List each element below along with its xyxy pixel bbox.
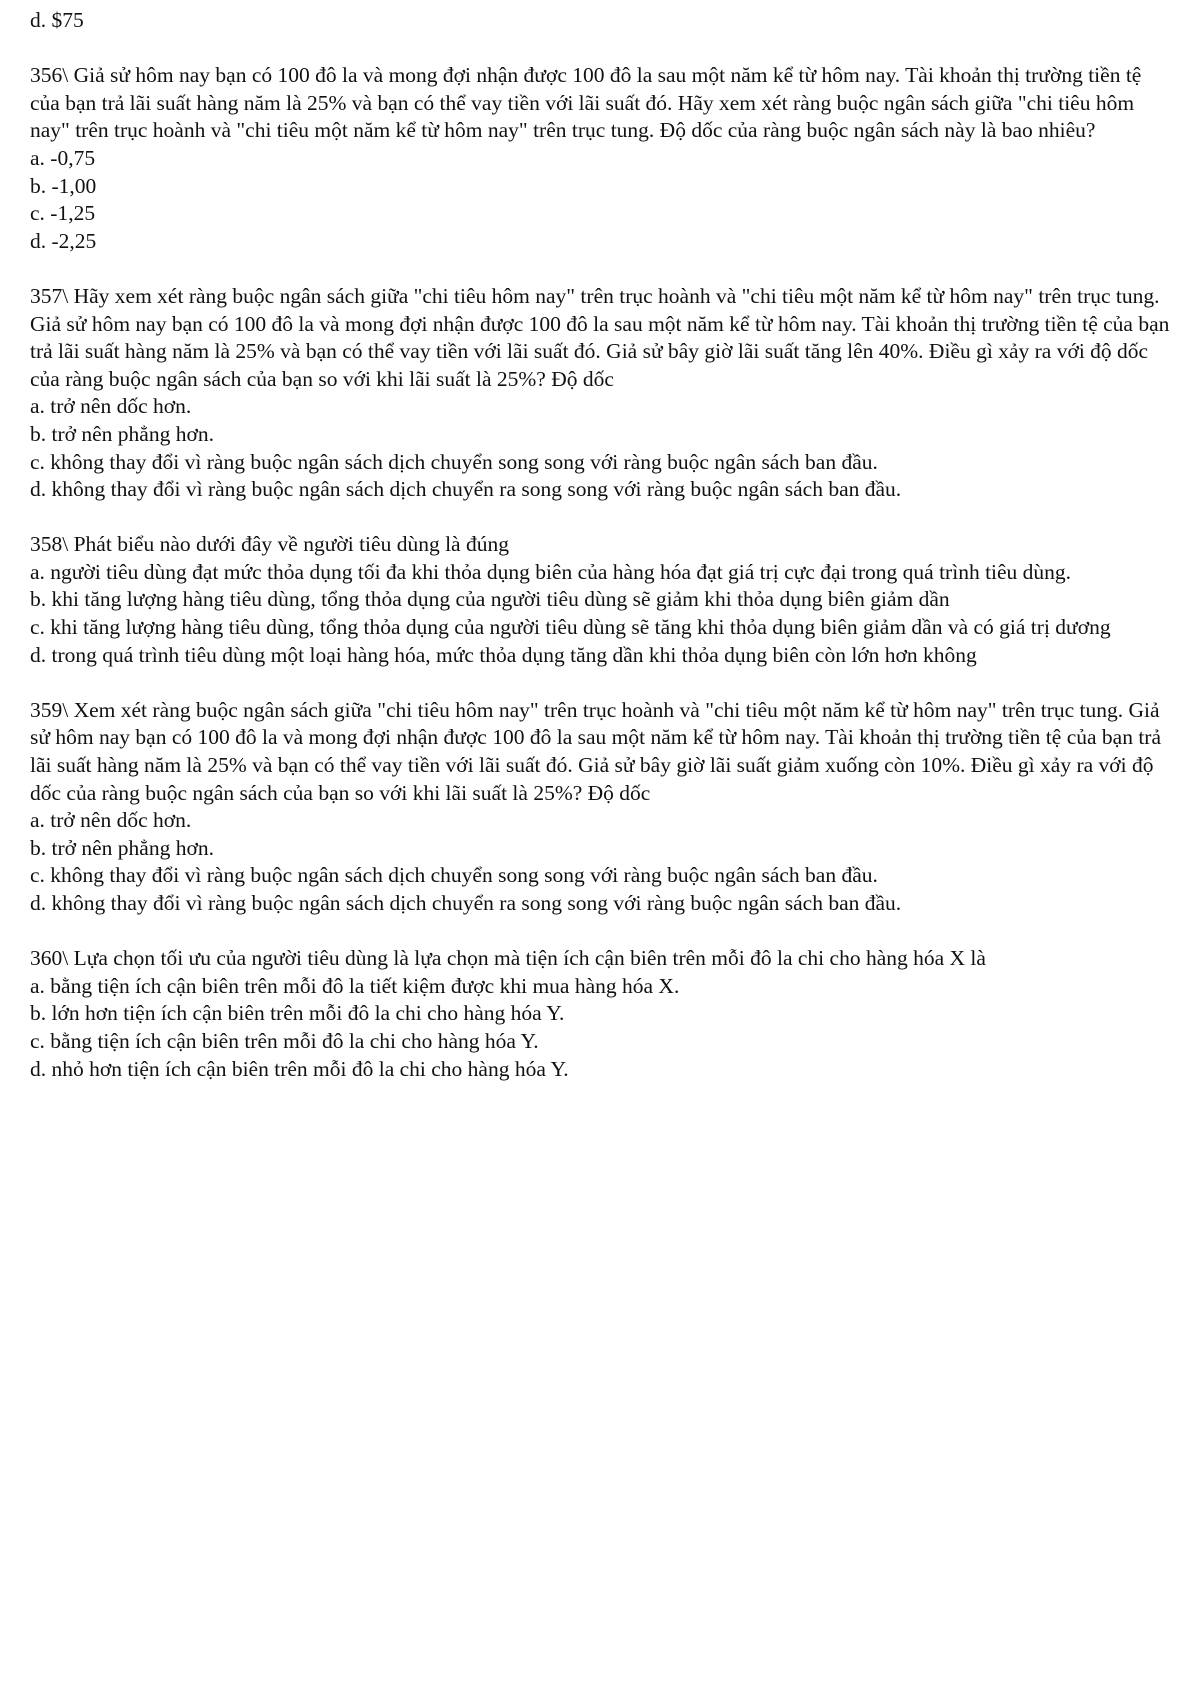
- option-d: d. không thay đổi vì ràng buộc ngân sách dịch chuyển ra song song với ràng buộc ngân sách ban đầu.: [30, 891, 902, 915]
- question-stem: 360\ Lựa chọn tối ưu của người tiêu dùng là lựa chọn mà tiện ích cận biên trên mỗi đô la chi cho hàng hóa X là: [30, 946, 986, 971]
- option-d: d. không thay đổi vì ràng buộc ngân sách dịch chuyển ra song song với ràng buộc ngân sách ban đầu.: [30, 477, 902, 502]
- option-a: a. bằng tiện ích cận biên trên mỗi đô la tiết kiệm được khi mua hàng hóa X.: [30, 973, 680, 998]
- option-b: b. khi tăng lượng hàng tiêu dùng, tổng thỏa dụng của người tiêu dùng sẽ giảm khi thỏa dụng biên giảm dần: [30, 587, 950, 612]
- option-d: d. -2,25: [30, 228, 97, 253]
- option-b: b. trở nên phẳng hơn.: [30, 835, 214, 860]
- question-357: [30, 283, 1170, 504]
- option-a: a. người tiêu dùng đạt mức thỏa dụng tối đa khi thỏa dụng biên của hàng hóa đạt giá trị cực đại trong quá trình tiêu dùng.: [30, 559, 1072, 584]
- option-d: d. nhỏ hơn tiện ích cận biên trên mỗi đô la chi cho hàng hóa Y.: [30, 1056, 569, 1081]
- option-c: c. không thay đổi vì ràng buộc ngân sách dịch chuyển song song với ràng buộc ngân sách ban đầu.: [30, 449, 878, 474]
- carryover-option: d. $75: [30, 8, 84, 32]
- option-c: c. -1,25: [30, 201, 96, 226]
- question-360: [30, 945, 1170, 1083]
- question-356: [30, 62, 1170, 255]
- document-page: [30, 7, 1170, 1083]
- question-stem: 356\ Giả sử hôm nay bạn có 100 đô la và mong đợi nhận được 100 đô la sau một năm kể từ hôm nay. Tài khoản thị trường tiền tệ của bạn trả lãi suất hàng năm là 25% và bạn có thể vay tiền với lãi suất đó. Hãy xem xét ràng buộc ngân sách giữa "chi tiêu hôm nay" trên trục hoành và "chi tiêu một năm kể từ hôm nay" trên trục tung. Độ dốc của ràng buộc ngân sách này là bao nhiêu?: [30, 63, 1142, 143]
- option-c: c. không thay đổi vì ràng buộc ngân sách dịch chuyển song song với ràng buộc ngân sách ban đầu.: [30, 863, 878, 888]
- option-b: b. trở nên phẳng hơn.: [30, 421, 214, 446]
- question-stem: 357\ Hãy xem xét ràng buộc ngân sách giữa "chi tiêu hôm nay" trên trục hoành và "chi tiêu một năm kể từ hôm nay" trên trục tung. Giả sử hôm nay bạn có 100 đô la và mong đợi nhận được 100 đô la sau một năm kể từ hôm nay. Tài khoản thị trường tiền tệ của bạn trả lãi suất hàng năm là 25% và bạn có thể vay tiền với lãi suất đó. Giả sử bây giờ lãi suất tăng lên 40%. Điều gì xảy ra với độ dốc của ràng buộc ngân sách của bạn so với khi lãi suất là 25%? Độ dốc: [30, 283, 1170, 391]
- option-c: c. bằng tiện ích cận biên trên mỗi đô la chi cho hàng hóa Y.: [30, 1028, 539, 1053]
- option-a: a. trở nên dốc hơn.: [30, 394, 192, 419]
- question-358: [30, 531, 1170, 669]
- question-359: [30, 697, 1170, 918]
- option-a: a. -0,75: [30, 145, 96, 170]
- question-stem: 359\ Xem xét ràng buộc ngân sách giữa "chi tiêu hôm nay" trên trục hoành và "chi tiêu một năm kể từ hôm nay" trên trục tung. Giả sử hôm nay bạn có 100 đô la và mong đợi nhận được 100 đô la sau một năm kể từ hôm nay. Tài khoản thị trường tiền tệ của bạn trả lãi suất hàng năm là 25% và bạn có thể vay tiền với lãi suất đó. Giả sử bây giờ lãi suất giảm xuống còn 10%. Điều gì xảy ra với độ dốc của ràng buộc ngân sách của bạn so với khi lãi suất là 25%? Độ dốc: [30, 697, 1161, 805]
- option-b: b. -1,00: [30, 173, 97, 198]
- option-c: c. khi tăng lượng hàng tiêu dùng, tổng thỏa dụng của người tiêu dùng sẽ tăng khi thỏa dụng biên giảm dần và có giá trị dương: [30, 615, 1111, 640]
- question-stem: 358\ Phát biểu nào dưới đây về người tiêu dùng là đúng: [30, 532, 509, 557]
- option-a: a. trở nên dốc hơn.: [30, 808, 192, 833]
- option-d: d. trong quá trình tiêu dùng một loại hàng hóa, mức thỏa dụng tăng dần khi thỏa dụng biên còn lớn hơn không: [30, 642, 977, 667]
- option-b: b. lớn hơn tiện ích cận biên trên mỗi đô la chi cho hàng hóa Y.: [30, 1001, 565, 1026]
